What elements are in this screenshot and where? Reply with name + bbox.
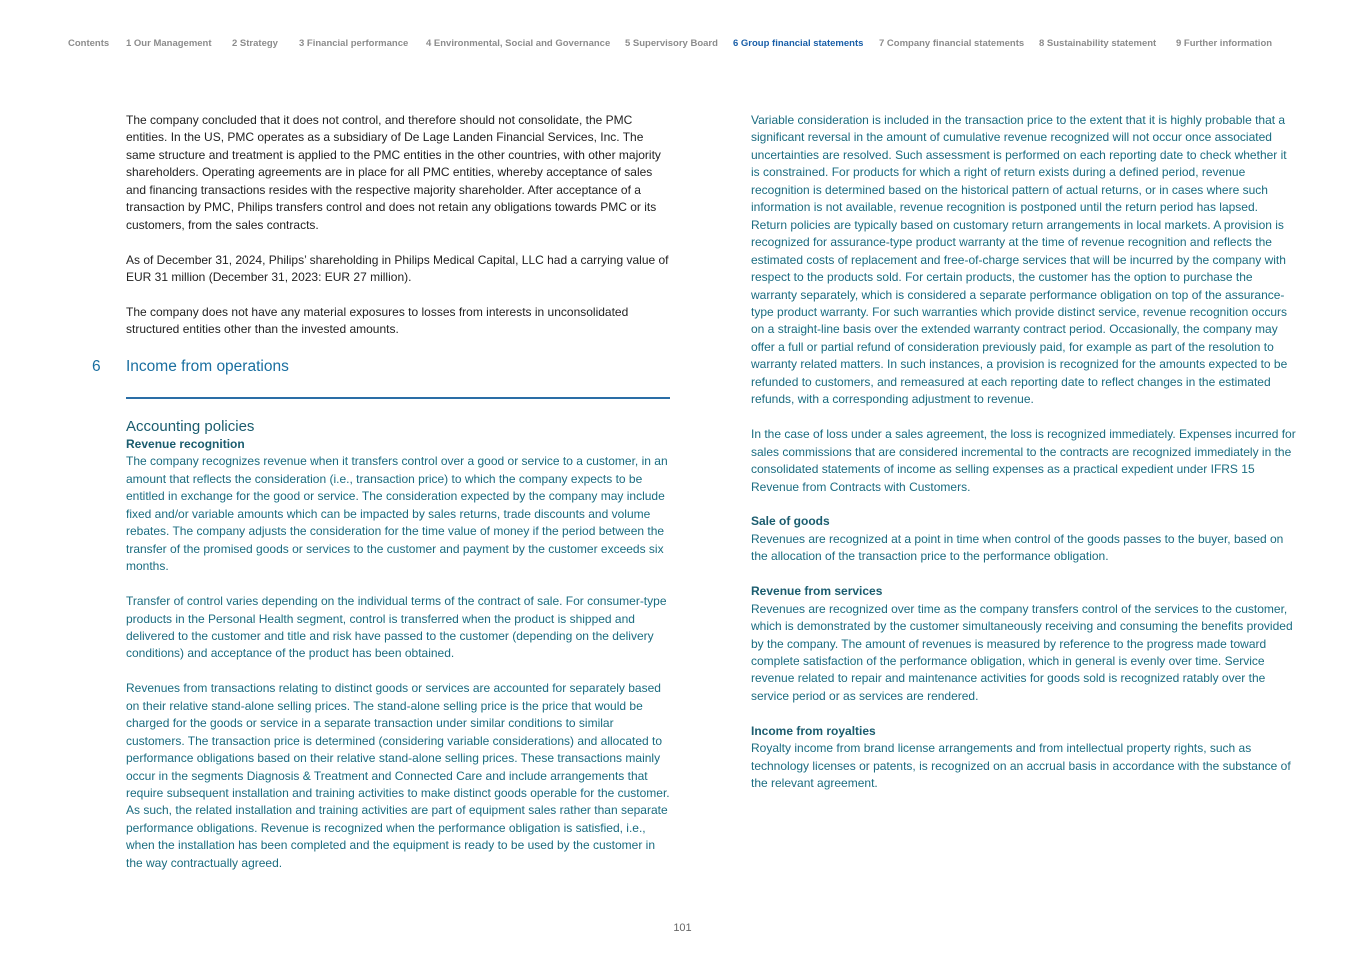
shareholding-paragraph: As of December 31, 2024, Philips’ shareholding in Philips Medical Capital, LLC had a carrying value of EUR 31 million (December 31, 2023: EUR 27 million).	[126, 252, 669, 285]
left-intro-text	[126, 112, 672, 356]
nav-financial-performance[interactable]: 3 Financial performance	[299, 38, 409, 49]
section-number: 6	[92, 358, 101, 375]
right-column-text	[751, 112, 1297, 810]
accounting-policies-heading: Accounting policies	[126, 418, 255, 435]
section-divider	[126, 397, 670, 399]
revenue-recognition-block	[126, 436, 672, 890]
income-from-royalties-text: Royalty income from brand license arrangements and from intellectual property rights, such as technology licenses or patents, is recognized on an accrual basis in accordance with the substance of the relevant agreement.	[751, 741, 1291, 791]
section-title: Income from operations	[126, 358, 289, 375]
revenue-from-services-heading: Revenue from services	[751, 584, 883, 599]
revenue-paragraph-2: Transfer of control varies depending on the individual terms of the contract of sale. For consumer-type products in the Personal Health segment, control is transferred when the product is shipped and delivered to the customer and title and risk have passed to the customer (depending on the delivery conditions) and acceptance of the product has been obtained.	[126, 594, 667, 661]
nav-our-management[interactable]: 1 Our Management	[126, 38, 212, 49]
revenue-paragraph-3: Revenues from transactions relating to distinct goods or services are accounted for separately based on their relative stand-alone selling prices. The stand-alone selling price is the price that would be charged for the goods or service in a separate transaction under similar conditions to similar customers. The transaction price is determined (considering variable considerations) and allocated to performance obligations based on their relative stand-alone selling prices. These transactions mainly occur in the segments Diagnosis & Treatment and Connected Care and include arrangements that require subsequent installation and training activities to make distinct goods operable for the customer. As such, the related installation and training activities are part of equipment sales rather than separate performance obligations. Revenue is recognized when the performance obligation is satisfied, i.e., when the installation has been completed and the equipment is ready to be used by the customer in the way contractually agreed.	[126, 681, 670, 870]
page-number: 101	[673, 922, 692, 934]
nav-strategy[interactable]: 2 Strategy	[232, 38, 278, 49]
revenue-paragraph-1: The company recognizes revenue when it transfers control over a good or service to a customer, in an amount that reflects the consideration (i.e., transaction price) to which the company expects to be entitled in exchange for the good or service. The consideration expected by the company may include fixed and/or variable amounts which can be impacted by sales returns, trade discounts and volume rebates. The company adjusts the consideration for the time value of money if the period between the transfer of the promised goods or services to the customer and payment by the customer exceeds six months.	[126, 454, 668, 574]
chapter-navigation	[0, 38, 1365, 54]
exposure-paragraph: The company does not have any material exposures to losses from interests in unconsolidated structured entities other than the invested amounts.	[126, 304, 629, 337]
variable-consideration-paragraph: Variable consideration is included in the transaction price to the extent that it is highly probable that a significant reversal in the amount of cumulative revenue recognized will not occur once associated uncertainties are resolved. Such assessment is performed on each reporting date to check whether it is constrained. For products for which a right of return exists during a defined period, revenue recognition is determined based on the historical pattern of actual returns, or in cases where such information is not available, revenue recognition is postponed until the return period has lapsed. Return policies are typically based on customary return arrangements in local markets. A provision is recognized for assurance-type product warranty at the time of revenue recognition and reflects the estimated costs of replacement and free-of-charge services that will be incurred by the company with respect to the products sold. For certain products, the customer has the option to purchase the warranty separately, which is considered a separate performance obligation on top of the assurance-type product warranty. For such warranties which provide distinct service, revenue recognition occurs on a straight-line basis over the extended warranty contract period. Occasionally, the company may offer a full or partial refund of consideration previously paid, for example as part of the resolution to warranty related matters. In such instances, a provision is recognized for the amounts expected to be refunded to customers, and remeasured at each reporting date to reflect changes in the estimated refunds, with a corresponding adjustment to revenue.	[751, 113, 1288, 407]
nav-supervisory-board[interactable]: 5 Supervisory Board	[625, 38, 718, 49]
sale-of-goods-heading: Sale of goods	[751, 514, 830, 529]
nav-group-financial-statements[interactable]: 6 Group financial statements	[733, 38, 864, 49]
section-heading	[92, 358, 672, 378]
nav-esg[interactable]: 4 Environmental, Social and Governance	[426, 38, 611, 49]
loss-paragraph: In the case of loss under a sales agreement, the loss is recognized immediately. Expenses incurred for sales commissions that are considered incremental to the contracts are recognized immediately in the consolidated statements of income as selling expenses as a practical expedient under IFRS 15 Revenue from Contracts with Customers.	[751, 427, 1296, 494]
nav-further-information[interactable]: 9 Further information	[1176, 38, 1273, 49]
nav-contents[interactable]: Contents	[68, 38, 110, 49]
revenue-from-services-text: Revenues are recognized over time as the company transfers control of the services to the customer, which is demonstrated by the customer simultaneously receiving and consuming the benefits provided by the company. The amount of revenues is measured by reference to the progress made toward complete satisfaction of the performance obligation, which in general is evenly over time. Service revenue related to repair and maintenance activities for goods sold is recognized ratably over the service period or as services are rendered.	[751, 601, 1293, 703]
nav-sustainability-statement[interactable]: 8 Sustainability statement	[1039, 38, 1157, 49]
income-from-royalties-heading: Income from royalties	[751, 723, 876, 738]
sale-of-goods-text: Revenues are recognized at a point in time when control of the goods passes to the buyer, based on the allocation of the transaction price to the performance obligation.	[751, 531, 1284, 564]
nav-company-financial-statements[interactable]: 7 Company financial statements	[879, 38, 1025, 49]
revenue-recognition-heading: Revenue recognition	[126, 437, 245, 451]
pmc-control-paragraph: The company concluded that it does not control, and therefore should not consolidate, the PMC entities. In the US, PMC operates as a subsidiary of De Lage Landen Financial Services, Inc. The same structure and treatment is applied to the PMC entities in the other countries, with other majority shareholders. Operating agreements are in place for all PMC entities, whereby acceptance of sales and financing transactions resides with the respective majority shareholder. After acceptance of a transaction by PMC, Philips transfers control and does not retain any obligations towards PMC or its customers, from the sales contracts.	[126, 113, 661, 232]
